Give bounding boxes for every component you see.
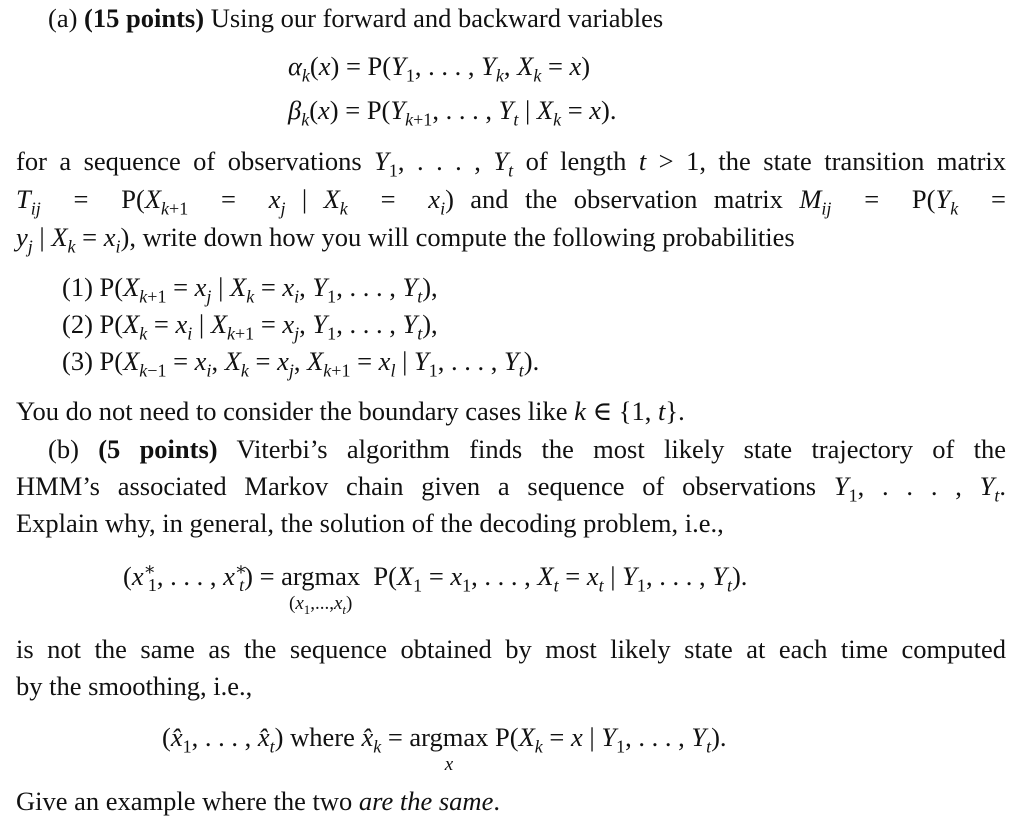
part-b-line-1 xyxy=(48,433,1006,465)
part-a-header xyxy=(48,2,663,34)
beta-definition: $\beta_k(x) = P(Y_{k+1}$, . . . , $Y_t$ | $X_k = x$). xyxy=(288,95,617,130)
smoothing-equation: ($x̂_1$, . . . , $x̂_t$) where $x̂_k = argmax$ x $P(X_k = x$ | $Y_1$, . . . , $Y_t$). xyxy=(162,722,727,775)
final-suffix: . xyxy=(493,786,500,816)
item-2: (2) $P(X_k = x_i$ | $X_{k+1} = x_j$, $Y_1$, . . . , $Y_t$), xyxy=(62,309,438,344)
part-a-paragraph-line-2: $T_{ij} = P(X_{k+1} = x_j$ | $X_k = x_i$) and the observation matrix $M_{ij} = P(Y_k$ = xyxy=(16,184,1006,219)
part-a-label: (a) xyxy=(48,3,78,33)
part-a-paragraph-line-1: for a sequence of observations $Y_1$, . . . , $Y_t$ of length t > 1, the state transition matrix xyxy=(16,146,1007,181)
part-a-paragraph-line-3: $y_j$ | $X_k = x_i$), write down how you will compute the following probabilities xyxy=(16,222,795,257)
decoding-equation: ($x^∗_1$, . . . , $x^∗_t) = argmax$ $(x_1,...,x_t)$ $P(X_1 = x_1$, . . . , $X_t = x_t$ | $Y_1$, . . . , $Y_t$). xyxy=(123,559,748,617)
part-b-line-4: is not the same as the sequence obtained by most likely state at each time computed xyxy=(16,634,1006,664)
part-b-line-2: HMM’s associated Markov chain given a sequence of observations $Y_1$, . . . , $Y_t$. xyxy=(16,471,1007,506)
part-a-intro: Using our forward and backward variables xyxy=(210,3,664,33)
part-b-line-5: by the smoothing, i.e., xyxy=(16,671,253,701)
final-emphasis: are the same xyxy=(358,786,494,816)
part-b-label: (b) xyxy=(48,434,79,464)
part-b-points: (5 points) xyxy=(98,434,218,464)
alpha-definition: $\alpha_k(x) = P(Y_1$, . . . , $Y_k$, $X_k = x$) xyxy=(288,51,591,86)
part-b-line-1-text: Viterbi’s algorithm finds the most likely state trajectory of the xyxy=(236,434,1006,464)
item-3: (3) $P(X_{k-1} = x_i$, $X_k = x_j$, $X_{k+1} = x_l$ | $Y_1$, . . . , $Y_t$). xyxy=(62,346,540,381)
final-question xyxy=(16,785,500,817)
final-prefix: Give an example where the two xyxy=(16,786,353,816)
part-a-points: (15 points) xyxy=(84,3,205,33)
part-b-line-3: Explain why, in general, the solution of the decoding problem, i.e., xyxy=(16,508,724,538)
item-1: (1) $P(X_{k+1} = x_j$ | $X_k = x_i$, $Y_1$, . . . , $Y_t$), xyxy=(62,272,438,307)
boundary-note: You do not need to consider the boundary cases like k ∈ {1, t}. xyxy=(16,396,685,426)
